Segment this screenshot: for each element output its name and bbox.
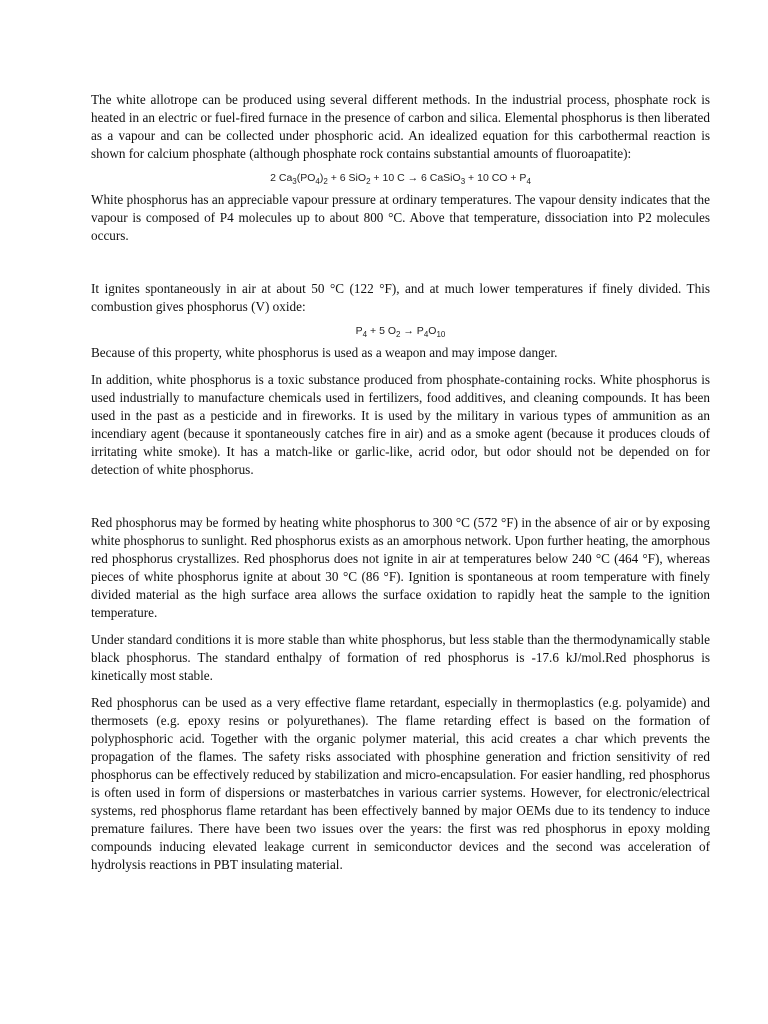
equation-combustion: $P_4 + 5$ $O_2 \to P_4O_{10}$ bbox=[355, 325, 446, 339]
paragraph-stability: Under standard conditions it is more stable than white phosphorus, but less stable than the thermodynamically stable black phosphorus. The standard enthalpy of formation of red phosphorus is -17.6 kJ/mol.Red phosphorus is kinetically most stable. bbox=[91, 632, 710, 683]
paragraph-white-allotrope-production: The white allotrope can be produced using several different methods. In the industrial process, phosphate rock is heated in an electric or fuel-fired furnace in the presence of carbon and silica. Elemental phosphorus is then liberated as a vapour and can be collected under phosphoric acid. An idealized equation for this carbothermal reaction is shown for calcium phosphate (although phosphate rock contains substantial amounts of fluoroapatite): bbox=[91, 92, 710, 161]
paragraph-vapour-pressure: White phosphorus has an appreciable vapour pressure at ordinary temperatures. The vapour density indicates that the vapour is composed of P4 molecules up to about 800 °C. Above that temperature, dissociation into P2 molecules occurs. bbox=[91, 192, 710, 243]
paragraph-toxicity-uses: In addition, white phosphorus is a toxic substance produced from phosphate-containing rocks. White phosphorus is used industrially to manufacture chemicals used in fertilizers, food additives, and cleaning compounds. It has been used in the past as a pesticide and in fireworks. It is used by the military in various types of ammunition as an incendiary agent (because it spontaneously catches fire in air) and as a smoke agent (because it produces clouds of irritating white smoke). It has a match-like or garlic-like, acrid odor, but odor should not be depended on for detection of white phosphorus. bbox=[91, 372, 710, 477]
paragraph-spontaneous-ignition: It ignites spontaneously in air at about 50 °C (122 °F), and at much lower temperatures if finely divided. This combustion gives phosphorus (V) oxide: bbox=[91, 281, 710, 314]
paragraph-red-phosphorus-formation: Red phosphorus may be formed by heating white phosphorus to 300 °C (572 °F) in the absence of air or by exposing white phosphorus to sunlight. Red phosphorus exists as an amorphous network. Upon further heating, the amorphous red phosphorus crystallizes. Red phosphorus does not ignite in air at temperatures below 240 °C (464 °F), whereas pieces of white phosphorus ignite at about 30 °C (86 °F). Ignition is spontaneous at room temperature with finely divided material as the high surface area allows the surface oxidation to rapidly heat the sample to the ignition temperature. bbox=[91, 515, 710, 620]
paragraph-weapon-danger: Because of this property, white phosphorus is used as a weapon and may impose danger. bbox=[91, 345, 558, 360]
equation-carbothermal-reaction: 2 $Ca_3(PO_4)_2 + 6$ SiO$_2$ + 10 C → 6 CaSiO$_3$ + 10 CO + $P_4$ bbox=[270, 172, 531, 186]
paragraph-flame-retardant: Red phosphorus can be used as a very effective flame retardant, especially in thermoplastics (e.g. polyamide) and thermosets (e.g. epoxy resins or polyurethanes). The flame retarding effect is based on the formation of polyphosphoric acid. Together with the organic polymer material, this acid creates a char which prevents the propagation of the flames. The safety risks associated with phosphine generation and friction sensitivity of red phosphorus can be effectively reduced by stabilization and micro-encapsulation. For easier handling, red phosphorus is often used in form of dispersions or masterbatches in various carrier systems. However, for electronic/electrical systems, red phosphorus flame retardant has been effectively banned by major OEMs due to its tendency to induce premature failures. There have been two issues over the years: the first was red phosphorus in epoxy molding compounds inducing elevated leakage current in semiconductor devices and the second was acceleration of hydrolysis reactions in PBT insulating material. bbox=[91, 695, 710, 872]
